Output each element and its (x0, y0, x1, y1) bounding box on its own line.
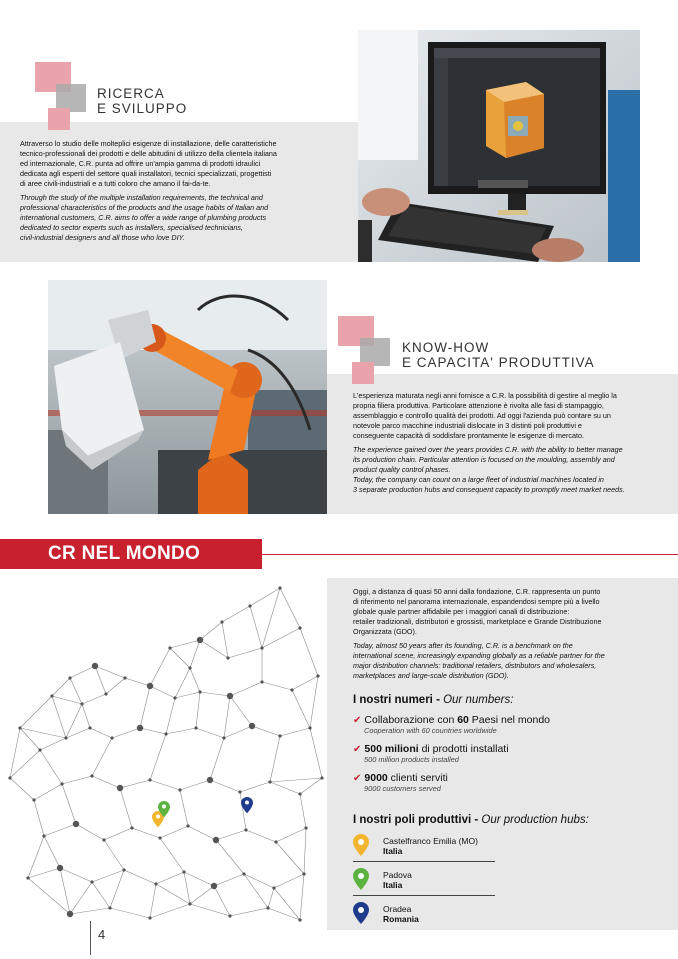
network-edge (44, 824, 76, 836)
network-edge (292, 676, 318, 690)
numbers-heading: I nostri numeri - Our numbers: (353, 694, 514, 706)
hub-item: Castelfranco Emilia (MO) Italia (353, 832, 498, 862)
network-node (168, 646, 171, 649)
network-edge (276, 828, 306, 842)
network-node (242, 872, 245, 875)
network-edge (52, 696, 82, 704)
network-node (290, 688, 293, 691)
network-edge (270, 782, 300, 794)
network-node (260, 646, 263, 649)
network-edge (190, 668, 200, 692)
check-icon: ✔ (353, 773, 362, 784)
network-edge (300, 794, 306, 828)
network-node (68, 676, 71, 679)
network-node (32, 798, 35, 801)
network-edge (180, 780, 210, 790)
network-edge (120, 788, 132, 828)
network-edge (70, 908, 110, 914)
network-node (249, 723, 255, 729)
map-pin-blue-icon (353, 902, 369, 924)
network-edge (124, 870, 156, 884)
network-edge (92, 738, 112, 776)
network-edge (110, 908, 150, 918)
network-node (122, 868, 125, 871)
page-number: 4 (98, 927, 106, 942)
network-node (173, 696, 176, 699)
network-node (38, 748, 41, 751)
network-edge (230, 682, 262, 696)
network-edge (112, 728, 140, 738)
network-node (278, 586, 281, 589)
network-edge (150, 884, 156, 918)
network-edge (214, 874, 244, 886)
network-edge (132, 828, 160, 838)
network-node (148, 778, 151, 781)
network-node (104, 692, 107, 695)
network-edge (95, 666, 125, 678)
network-node (117, 785, 123, 791)
network-node (268, 780, 271, 783)
network-node (80, 702, 83, 705)
network-node (57, 865, 63, 871)
section3-italian-paragraph: Oggi, a distanza di quasi 50 anni dalla fondazione, C.R. rappresenta un punto di riferimento nel panorama internazionale, espandendosi sempre più a livello globale quale partner affidabile per i maggiori canali di distribuzione: retailer tradizionali, distributori e grossisti, marketplace e Grande Distribuzione Organizzata (GDO). (353, 587, 602, 636)
network-edge (280, 728, 310, 736)
network-edge (222, 622, 228, 658)
section2-english-paragraph: The experience gained over the years provides C.R. with the ability to better manage its production chain. Particular attention is focused on the moulding, assembly and product quality control phases. Today, the company can count on a large fleet of industrial machines located in 3 separate production hubs and consequent capacity to promptly meet market needs. (353, 445, 625, 494)
network-edge (62, 776, 92, 784)
network-node (222, 736, 225, 739)
network-edge (120, 780, 150, 788)
cad-workstation-photo (358, 30, 640, 262)
network-edge (310, 728, 322, 778)
network-edge (10, 728, 20, 778)
network-node (64, 736, 67, 739)
network-edge (82, 694, 106, 704)
map-pin-yellow-icon (353, 834, 369, 856)
network-edge (104, 828, 132, 840)
network-node (90, 880, 93, 883)
check-icon: ✔ (353, 744, 362, 755)
network-edge (274, 874, 304, 888)
network-edge (200, 640, 228, 658)
network-node (130, 826, 133, 829)
network-node (108, 906, 111, 909)
network-node (137, 725, 143, 731)
network-node (220, 620, 223, 623)
network-edge (250, 606, 262, 648)
hub-item: Oradea Romania (353, 900, 498, 930)
network-edge (70, 678, 82, 704)
section2-title: KNOW-HOW E CAPACITA' PRODUTTIVA (402, 340, 595, 370)
network-edge (300, 628, 318, 676)
page-number-divider (90, 921, 91, 955)
network-edge (184, 872, 190, 904)
check-icon: ✔ (353, 715, 362, 726)
network-node (8, 776, 11, 779)
network-node (298, 918, 301, 921)
network-edge (40, 750, 62, 784)
network-node (178, 788, 181, 791)
network-node (278, 734, 281, 737)
network-node (302, 872, 305, 875)
network-edge (28, 878, 70, 914)
map-pin-green-icon (353, 868, 369, 890)
network-edge (60, 868, 92, 882)
network-node (211, 883, 217, 889)
network-edge (270, 778, 322, 782)
network-edge (166, 698, 175, 734)
network-edge (40, 738, 66, 750)
network-edge (28, 836, 44, 878)
number-item: ✔ 9000 clienti serviti 9000 customers served (353, 772, 448, 793)
network-edge (276, 842, 304, 874)
network-node (26, 876, 29, 879)
network-node (110, 736, 113, 739)
network-edge (214, 886, 230, 916)
network-edge (90, 728, 112, 738)
network-edge (188, 826, 216, 840)
network-edge (34, 784, 62, 800)
network-edge (190, 640, 200, 668)
number-item: ✔ 500 milioni di prodotti installati 500 million products installed (353, 743, 509, 764)
network-node (272, 886, 275, 889)
network-edge (52, 696, 66, 738)
network-edge (20, 728, 66, 738)
network-edge (92, 882, 110, 908)
network-node (197, 637, 203, 643)
network-node (158, 836, 161, 839)
network-node (227, 693, 233, 699)
network-edge (70, 882, 92, 914)
section3-divider-line (262, 554, 678, 555)
network-node (228, 914, 231, 917)
network-node (148, 916, 151, 919)
network-edge (140, 686, 150, 728)
network-node (154, 882, 157, 885)
hubs-heading: I nostri poli produttivi - Our production hubs: (353, 814, 589, 826)
network-edge (34, 800, 44, 836)
network-edge (160, 838, 184, 872)
network-edge (304, 828, 306, 874)
network-edge (44, 836, 60, 868)
network-edge (270, 736, 280, 782)
section2-italian-paragraph: L'esperienza maturata negli anni fornisce a C.R. la possibilità di gestire al meglio la propria filiera produttiva. Particolare attenzione è rivolta alle fasi di stampaggio, assemblaggio e controllo qualità dei prodotti. Ad oggi l'azienda può contare su un notevole parco macchine industriali dislocate in 3 distinti poli produttivi e conseguente capacità di soddisfare prontamente le esigenze di mercato. (353, 391, 617, 440)
network-node (147, 683, 153, 689)
network-node (298, 626, 301, 629)
network-edge (66, 704, 82, 738)
network-node (320, 776, 323, 779)
network-edge (240, 782, 270, 792)
network-edge (170, 640, 200, 648)
network-edge (224, 726, 252, 738)
network-node (182, 870, 185, 873)
numbers-list (353, 714, 673, 793)
network-edge (230, 696, 252, 726)
network-node (260, 680, 263, 683)
network-edge (200, 692, 230, 696)
network-node (304, 826, 307, 829)
network-edge (76, 824, 104, 840)
network-node (50, 694, 53, 697)
section1-english-paragraph: Through the study of the multiple installation requirements, the technical and professional characteristics of the products and the usage habits of Italian and international customers, C.R. aims to offer a wide range of plumbing products dedicated to sector experts such as installers, specialised technicians, civil-industrial designers and all those who love DIY. (20, 193, 269, 242)
network-edge (252, 726, 280, 736)
industrial-robot-photo (48, 280, 327, 514)
network-edge (175, 692, 200, 698)
network-edge (170, 648, 190, 668)
network-edge (92, 870, 124, 882)
network-edge (184, 872, 214, 886)
network-node (298, 792, 301, 795)
network-edge (196, 692, 200, 728)
network-edge (150, 734, 166, 780)
network-edge (66, 728, 90, 738)
network-edge (20, 728, 40, 750)
network-edge (222, 606, 250, 622)
network-edge (262, 628, 300, 648)
network-node (67, 911, 73, 917)
section3-title: CR NEL MONDO (48, 543, 201, 564)
network-edge (244, 874, 268, 908)
europe-network-map (0, 578, 327, 930)
section3-text (353, 587, 673, 681)
network-edge (300, 874, 304, 920)
network-edge (190, 886, 214, 904)
network-edge (10, 778, 34, 800)
network-edge (150, 904, 190, 918)
network-node (164, 732, 167, 735)
map-pin-dot (156, 815, 160, 819)
network-edge (150, 780, 180, 790)
network-edge (82, 704, 90, 728)
section1-text (20, 139, 354, 243)
network-edge (62, 784, 76, 824)
network-edge (310, 676, 318, 728)
network-edge (280, 588, 300, 628)
network-edge (246, 830, 276, 842)
network-edge (292, 690, 310, 728)
hubs-list (353, 832, 498, 930)
network-edge (150, 686, 175, 698)
network-edge (70, 666, 95, 678)
network-node (244, 828, 247, 831)
network-node (60, 782, 63, 785)
number-item: ✔ Collaborazione con 60 Paesi nel mondo Cooperation with 60 countries worldwide (353, 714, 551, 735)
network-edge (224, 696, 230, 738)
network-node (188, 902, 191, 905)
network-edge (228, 648, 262, 658)
network-edge (92, 776, 120, 788)
map-pin-dot (162, 805, 166, 809)
network-edge (230, 908, 268, 916)
network-edge (210, 780, 240, 792)
network-node (266, 906, 269, 909)
network-edge (156, 872, 184, 884)
network-edge (200, 622, 222, 640)
network-node (207, 777, 213, 783)
network-edge (104, 840, 124, 870)
network-node (238, 790, 241, 793)
network-node (18, 726, 21, 729)
network-node (88, 726, 91, 729)
network-edge (106, 678, 125, 694)
map-pin-dot (245, 801, 249, 805)
network-edge (160, 826, 188, 838)
network-node (308, 726, 311, 729)
network-edge (125, 678, 150, 686)
network-edge (150, 648, 170, 686)
network-edge (156, 884, 190, 904)
network-edge (216, 830, 246, 840)
section3-english-paragraph: Today, almost 50 years after its founding, C.R. is a benchmark on the international scene, increasingly expanding globally as a reliable partner for the major distribution channels: traditional retailers, distributors and wholesalers, marketplaces and large-scale distribution (GDO). (353, 641, 605, 680)
network-node (274, 840, 277, 843)
network-node (73, 821, 79, 827)
network-edge (95, 666, 106, 694)
network-node (123, 676, 126, 679)
network-edge (216, 840, 244, 874)
network-node (92, 663, 98, 669)
hub-item: Padova Italia (353, 866, 498, 896)
network-edge (262, 682, 292, 690)
network-node (186, 824, 189, 827)
network-edge (180, 790, 188, 826)
network-edge (196, 728, 224, 738)
network-node (198, 690, 201, 693)
network-node (226, 656, 229, 659)
network-edge (244, 874, 274, 888)
network-node (194, 726, 197, 729)
network-node (102, 838, 105, 841)
network-node (188, 666, 191, 669)
network-edge (140, 728, 166, 734)
network-node (42, 834, 45, 837)
network-edge (300, 778, 322, 794)
network-node (316, 674, 319, 677)
network-edge (268, 888, 274, 908)
network-edge (20, 696, 52, 728)
network-edge (210, 738, 224, 780)
section1-italian-paragraph: Attraverso lo studio delle molteplici esigenze di installazione, delle caratteristiche tecnico-professionali dei prodotti e delle abitudini di utilizzo della clientela italiana ed internazionale, C.R. punta ad offrire un'ampia gamma di prodotti idraulici dedicata agli esperti del settore quali installatori, tecnici specializzati, progettisti di aree civili-industriali e a tutti coloro che amano il fai-da-te. (20, 139, 277, 188)
network-edge (166, 728, 196, 734)
network-edge (52, 678, 70, 696)
section1-title: RICERCA E SVILUPPO (97, 86, 188, 116)
network-edge (175, 668, 190, 698)
network-edge (110, 870, 124, 908)
network-node (213, 837, 219, 843)
network-node (90, 774, 93, 777)
network-node (248, 604, 251, 607)
section2-text (353, 391, 673, 495)
network-edge (28, 868, 60, 878)
network-edge (190, 904, 230, 916)
